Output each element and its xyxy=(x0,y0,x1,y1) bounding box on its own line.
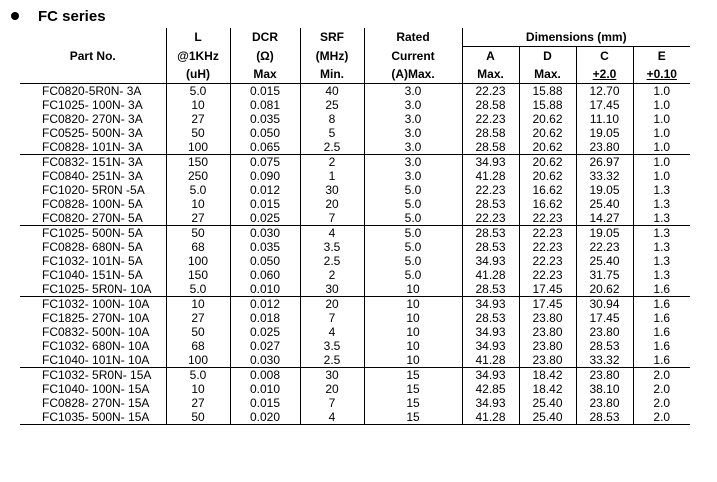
dim-d-cell: 16.62 xyxy=(519,197,576,211)
table-row xyxy=(20,382,690,396)
part-no-cell: FC0828- 680N- 5A xyxy=(42,240,143,254)
dim-e-cell: 1.0 xyxy=(633,112,690,126)
dim-a-cell: 41.28 xyxy=(462,169,519,183)
dim-d-cell: 16.62 xyxy=(519,183,576,197)
section-heading xyxy=(9,5,106,27)
table-row xyxy=(20,112,690,126)
l-cell: 10 xyxy=(166,98,230,112)
part-no-cell: FC1025- 5R0N- 10A xyxy=(20,282,166,297)
header-srf-line1: SRF xyxy=(300,28,364,47)
dcr-cell: 0.018 xyxy=(230,311,300,325)
header-d-max: Max. xyxy=(519,65,576,84)
part-no-cell: FC1032- 5R0N- 15A xyxy=(42,368,152,382)
table-row xyxy=(20,226,690,241)
dcr-cell: 0.027 xyxy=(230,339,300,353)
header-part-no: Part No. xyxy=(69,48,116,63)
l-cell: 50 xyxy=(166,325,230,339)
header-c-tol xyxy=(576,65,633,84)
header-e: E xyxy=(633,47,690,66)
dim-e-cell: 2.0 xyxy=(633,410,690,425)
part-no-cell: FC1032- 680N- 10A xyxy=(42,339,150,353)
dim-a-cell: 28.53 xyxy=(462,282,519,297)
srf-cell: 4 xyxy=(300,226,364,241)
srf-cell: 40 xyxy=(300,84,364,99)
dim-e-cell: 1.6 xyxy=(633,353,690,368)
dim-a-cell: 42.85 xyxy=(462,382,519,396)
l-cell: 27 xyxy=(166,396,230,410)
srf-cell: 7 xyxy=(300,311,364,325)
header-dcr-line3: Max xyxy=(230,65,300,84)
dcr-cell: 0.008 xyxy=(230,368,300,383)
rated-current-cell: 5.0 xyxy=(364,226,462,241)
dim-c-cell: 25.40 xyxy=(576,254,633,268)
dim-e-cell: 2.0 xyxy=(633,396,690,410)
header-l-line1: L xyxy=(166,28,230,47)
srf-cell: 4 xyxy=(300,325,364,339)
header-d: D xyxy=(519,47,576,66)
rated-current-cell: 5.0 xyxy=(364,268,462,282)
header-a: A xyxy=(462,47,519,66)
part-no-cell: FC1032- 101N- 5A xyxy=(42,254,143,268)
rated-current-cell: 3.0 xyxy=(364,169,462,183)
header-part-no-spacer xyxy=(20,28,166,47)
header-rated-line2: Current xyxy=(364,47,462,66)
dim-e-cell: 1.6 xyxy=(633,325,690,339)
srf-cell: 2 xyxy=(300,155,364,170)
rated-current-cell: 10 xyxy=(364,339,462,353)
srf-cell: 2.5 xyxy=(300,140,364,155)
dim-a-cell: 28.53 xyxy=(462,311,519,325)
table-row xyxy=(20,268,690,282)
dim-e-cell: 1.6 xyxy=(633,297,690,312)
part-no-cell: FC0525- 500N- 3A xyxy=(42,126,143,140)
dim-e-cell: 2.0 xyxy=(633,368,690,383)
dim-c-cell: 14.27 xyxy=(576,211,633,226)
dim-c-cell: 26.97 xyxy=(576,155,633,170)
dcr-cell: 0.025 xyxy=(230,211,300,226)
dim-c-cell: 19.05 xyxy=(576,183,633,197)
dim-c-cell: 23.80 xyxy=(576,396,633,410)
dcr-cell: 0.020 xyxy=(230,410,300,425)
l-cell: 27 xyxy=(166,311,230,325)
part-no-cell: FC1040- 101N- 10A xyxy=(20,353,166,368)
part-no-cell: FC0820- 270N- 3A xyxy=(42,112,143,126)
dim-d-cell: 17.45 xyxy=(519,282,576,297)
dim-c-cell: 11.10 xyxy=(576,112,633,126)
dcr-cell: 0.060 xyxy=(230,268,300,282)
dim-c-cell: 33.32 xyxy=(576,353,633,368)
srf-cell: 20 xyxy=(300,382,364,396)
rated-current-cell: 5.0 xyxy=(364,240,462,254)
dcr-cell: 0.030 xyxy=(230,353,300,368)
dim-d-cell: 23.80 xyxy=(519,353,576,368)
dim-d-cell: 22.23 xyxy=(519,226,576,241)
dcr-cell: 0.015 xyxy=(230,396,300,410)
dim-a-cell: 34.93 xyxy=(462,339,519,353)
dim-a-cell: 41.28 xyxy=(462,268,519,282)
header-part-no-spacer-bottom xyxy=(20,65,166,84)
table-row xyxy=(20,211,690,226)
dcr-cell: 0.025 xyxy=(230,325,300,339)
dim-e-cell: 1.3 xyxy=(633,240,690,254)
srf-cell: 1 xyxy=(300,169,364,183)
table-row xyxy=(20,410,690,425)
dcr-cell: 0.010 xyxy=(230,382,300,396)
dim-a-cell: 34.93 xyxy=(462,155,519,170)
dim-a-cell: 34.93 xyxy=(462,368,519,383)
srf-cell: 4 xyxy=(300,410,364,425)
dim-d-cell: 15.88 xyxy=(519,84,576,99)
dcr-cell: 0.012 xyxy=(230,183,300,197)
dim-e-cell: 1.3 xyxy=(633,254,690,268)
dim-c-cell: 31.75 xyxy=(576,268,633,282)
rated-current-cell: 15 xyxy=(364,396,462,410)
header-e-tol xyxy=(633,65,690,84)
dim-a-cell: 28.58 xyxy=(462,126,519,140)
dcr-cell: 0.065 xyxy=(230,140,300,155)
table-row xyxy=(20,84,690,99)
l-cell: 100 xyxy=(166,254,230,268)
l-cell: 27 xyxy=(166,112,230,126)
header-e-tol-text: +0.10 xyxy=(646,67,677,81)
rated-current-cell: 15 xyxy=(364,382,462,396)
srf-cell: 30 xyxy=(300,282,364,297)
dim-e-cell: 1.3 xyxy=(633,197,690,211)
dim-c-cell: 38.10 xyxy=(576,382,633,396)
dcr-cell: 0.015 xyxy=(230,197,300,211)
dim-e-cell: 1.3 xyxy=(633,226,690,241)
dim-d-cell: 23.80 xyxy=(519,311,576,325)
dim-c-cell: 33.32 xyxy=(576,169,633,183)
dim-e-cell: 2.0 xyxy=(633,382,690,396)
dim-a-cell: 28.53 xyxy=(462,197,519,211)
dim-a-cell: 22.23 xyxy=(462,183,519,197)
rated-current-cell: 5.0 xyxy=(364,211,462,226)
dim-d-cell: 18.42 xyxy=(519,368,576,383)
table-row xyxy=(20,396,690,410)
table-row xyxy=(20,197,690,211)
srf-cell: 2.5 xyxy=(300,353,364,368)
header-c: C xyxy=(576,47,633,66)
table-body xyxy=(20,84,690,425)
dim-c-cell: 23.80 xyxy=(576,325,633,339)
part-no-cell: FC0832- 151N- 3A xyxy=(42,155,143,169)
l-cell: 68 xyxy=(166,339,230,353)
dim-d-cell: 23.80 xyxy=(519,325,576,339)
l-cell: 250 xyxy=(166,169,230,183)
dim-d-cell: 18.42 xyxy=(519,382,576,396)
rated-current-cell: 3.0 xyxy=(364,84,462,99)
l-cell: 10 xyxy=(166,382,230,396)
dim-c-cell: 20.62 xyxy=(576,282,633,297)
dim-d-cell: 20.62 xyxy=(519,140,576,155)
dim-a-cell: 28.58 xyxy=(462,98,519,112)
rated-current-cell: 5.0 xyxy=(364,197,462,211)
part-no-cell: FC0828- 101N- 3A xyxy=(20,140,166,155)
dim-d-cell: 20.62 xyxy=(519,112,576,126)
rated-current-cell: 10 xyxy=(364,311,462,325)
dim-e-cell: 1.0 xyxy=(633,126,690,140)
bullet-icon xyxy=(11,12,19,20)
dim-a-cell: 28.58 xyxy=(462,140,519,155)
table-row xyxy=(20,155,690,170)
l-cell: 5.0 xyxy=(166,183,230,197)
srf-cell: 2 xyxy=(300,268,364,282)
dim-c-cell: 17.45 xyxy=(576,311,633,325)
srf-cell: 3.5 xyxy=(300,240,364,254)
rated-current-cell: 3.0 xyxy=(364,98,462,112)
srf-cell: 25 xyxy=(300,98,364,112)
dcr-cell: 0.035 xyxy=(230,240,300,254)
table-row xyxy=(20,254,690,268)
l-cell: 10 xyxy=(166,297,230,312)
part-no-cell: FC1825- 270N- 10A xyxy=(42,311,150,325)
srf-cell: 2.5 xyxy=(300,254,364,268)
dcr-cell: 0.050 xyxy=(230,254,300,268)
inductor-spec-table xyxy=(20,28,690,425)
dim-c-cell: 22.23 xyxy=(576,240,633,254)
table-row xyxy=(20,353,690,368)
l-cell: 50 xyxy=(166,226,230,241)
dim-a-cell: 41.28 xyxy=(462,353,519,368)
table-row xyxy=(20,140,690,155)
rated-current-cell: 3.0 xyxy=(364,112,462,126)
header-l-line2: @1KHz xyxy=(166,47,230,66)
rated-current-cell: 5.0 xyxy=(364,254,462,268)
table-row xyxy=(20,183,690,197)
rated-current-cell: 10 xyxy=(364,297,462,312)
dim-d-cell: 20.62 xyxy=(519,155,576,170)
l-cell: 68 xyxy=(166,240,230,254)
dim-d-cell: 25.40 xyxy=(519,410,576,425)
dcr-cell: 0.075 xyxy=(230,155,300,170)
table-row xyxy=(20,311,690,325)
dim-e-cell: 1.0 xyxy=(633,84,690,99)
dim-a-cell: 28.53 xyxy=(462,226,519,241)
srf-cell: 5 xyxy=(300,126,364,140)
l-cell: 150 xyxy=(166,268,230,282)
dim-e-cell: 1.3 xyxy=(633,268,690,282)
dcr-cell: 0.081 xyxy=(230,98,300,112)
header-srf-line2: (MHz) xyxy=(300,47,364,66)
srf-cell: 30 xyxy=(300,183,364,197)
dim-c-cell: 23.80 xyxy=(576,140,633,155)
rated-current-cell: 15 xyxy=(364,410,462,425)
header-dimensions: Dimensions (mm) xyxy=(462,28,690,47)
dim-d-cell: 22.23 xyxy=(519,254,576,268)
l-cell: 50 xyxy=(166,126,230,140)
part-no-cell: FC1025- 100N- 3A xyxy=(42,98,143,112)
table-row xyxy=(20,325,690,339)
dim-a-cell: 34.93 xyxy=(462,325,519,339)
part-no-cell: FC0828- 270N- 15A xyxy=(42,396,150,410)
l-cell: 100 xyxy=(166,353,230,368)
dim-c-cell: 28.53 xyxy=(576,339,633,353)
dim-d-cell: 25.40 xyxy=(519,396,576,410)
dcr-cell: 0.012 xyxy=(230,297,300,312)
table-row xyxy=(20,98,690,112)
header-a-max: Max. xyxy=(462,65,519,84)
table-row xyxy=(20,169,690,183)
dim-a-cell: 34.93 xyxy=(462,297,519,312)
l-cell: 50 xyxy=(166,410,230,425)
dim-c-cell: 25.40 xyxy=(576,197,633,211)
dim-e-cell: 1.3 xyxy=(633,183,690,197)
l-cell: 5.0 xyxy=(166,282,230,297)
l-cell: 5.0 xyxy=(166,84,230,99)
dim-e-cell: 1.0 xyxy=(633,98,690,112)
table-row xyxy=(20,240,690,254)
part-no-cell: FC1032- 100N- 10A xyxy=(42,297,150,311)
rated-current-cell: 15 xyxy=(364,368,462,383)
dcr-cell: 0.030 xyxy=(230,226,300,241)
rated-current-cell: 10 xyxy=(364,353,462,368)
dim-c-cell: 19.05 xyxy=(576,126,633,140)
rated-current-cell: 10 xyxy=(364,282,462,297)
dim-c-cell: 19.05 xyxy=(576,226,633,241)
dim-a-cell: 41.28 xyxy=(462,410,519,425)
header-c-tol-text: +2.0 xyxy=(592,67,617,81)
table-row xyxy=(20,368,690,383)
part-no-cell: FC0828- 100N- 5A xyxy=(42,197,143,211)
table-row xyxy=(20,282,690,297)
l-cell: 10 xyxy=(166,197,230,211)
dcr-cell: 0.050 xyxy=(230,126,300,140)
dcr-cell: 0.015 xyxy=(230,84,300,99)
rated-current-cell: 3.0 xyxy=(364,140,462,155)
dim-d-cell: 23.80 xyxy=(519,339,576,353)
l-cell: 5.0 xyxy=(166,368,230,383)
dim-d-cell: 20.62 xyxy=(519,126,576,140)
dim-a-cell: 22.23 xyxy=(462,84,519,99)
dim-d-cell: 17.45 xyxy=(519,297,576,312)
part-no-cell: FC1035- 500N- 15A xyxy=(20,410,166,425)
header-dcr-line2: (Ω) xyxy=(230,47,300,66)
l-cell: 150 xyxy=(166,155,230,170)
srf-cell: 30 xyxy=(300,368,364,383)
dcr-cell: 0.010 xyxy=(230,282,300,297)
dim-c-cell: 12.70 xyxy=(576,84,633,99)
dim-e-cell: 1.6 xyxy=(633,282,690,297)
dim-e-cell: 1.0 xyxy=(633,169,690,183)
table-row xyxy=(20,297,690,312)
part-no-cell: FC1040- 151N- 5A xyxy=(42,268,143,282)
part-no-cell: FC1040- 100N- 15A xyxy=(42,382,150,396)
dim-d-cell: 22.23 xyxy=(519,268,576,282)
dim-d-cell: 15.88 xyxy=(519,98,576,112)
header-dcr-line1: DCR xyxy=(230,28,300,47)
srf-cell: 20 xyxy=(300,197,364,211)
dim-a-cell: 28.53 xyxy=(462,240,519,254)
table-row xyxy=(20,339,690,353)
dcr-cell: 0.035 xyxy=(230,112,300,126)
l-cell: 100 xyxy=(166,140,230,155)
header-srf-line3: Min. xyxy=(300,65,364,84)
dim-c-cell: 30.94 xyxy=(576,297,633,312)
dim-e-cell: 1.0 xyxy=(633,155,690,170)
part-no-cell: FC0820- 270N- 5A xyxy=(20,211,166,226)
rated-current-cell: 3.0 xyxy=(364,155,462,170)
dim-c-cell: 23.80 xyxy=(576,368,633,383)
dim-a-cell: 22.23 xyxy=(462,211,519,226)
header-l-line3: (uH) xyxy=(166,65,230,84)
dim-e-cell: 1.6 xyxy=(633,339,690,353)
dcr-cell: 0.090 xyxy=(230,169,300,183)
dim-d-cell: 22.23 xyxy=(519,240,576,254)
dim-c-cell: 17.45 xyxy=(576,98,633,112)
part-no-cell: FC1020- 5R0N -5A xyxy=(42,183,145,197)
rated-current-cell: 10 xyxy=(364,325,462,339)
srf-cell: 7 xyxy=(300,396,364,410)
dim-e-cell: 1.0 xyxy=(633,140,690,155)
srf-cell: 7 xyxy=(300,211,364,226)
part-no-cell: FC0832- 500N- 10A xyxy=(42,325,150,339)
page-title: FC series xyxy=(38,7,106,25)
header-rated-line1: Rated xyxy=(364,28,462,47)
dim-e-cell: 1.3 xyxy=(633,211,690,226)
dim-a-cell: 22.23 xyxy=(462,112,519,126)
srf-cell: 8 xyxy=(300,112,364,126)
part-no-cell: FC0840- 251N- 3A xyxy=(42,169,143,183)
dim-e-cell: 1.6 xyxy=(633,311,690,325)
part-no-cell: FC0820-5R0N- 3A xyxy=(42,84,142,98)
srf-cell: 20 xyxy=(300,297,364,312)
l-cell: 27 xyxy=(166,211,230,226)
header-rated-line3: (A)Max. xyxy=(364,65,462,84)
srf-cell: 3.5 xyxy=(300,339,364,353)
dim-a-cell: 34.93 xyxy=(462,396,519,410)
rated-current-cell: 5.0 xyxy=(364,183,462,197)
part-no-cell: FC1025- 500N- 5A xyxy=(42,226,143,240)
dim-a-cell: 34.93 xyxy=(462,254,519,268)
dim-c-cell: 28.53 xyxy=(576,410,633,425)
rated-current-cell: 3.0 xyxy=(364,126,462,140)
table-row xyxy=(20,126,690,140)
dim-d-cell: 22.23 xyxy=(519,211,576,226)
dim-d-cell: 20.62 xyxy=(519,169,576,183)
